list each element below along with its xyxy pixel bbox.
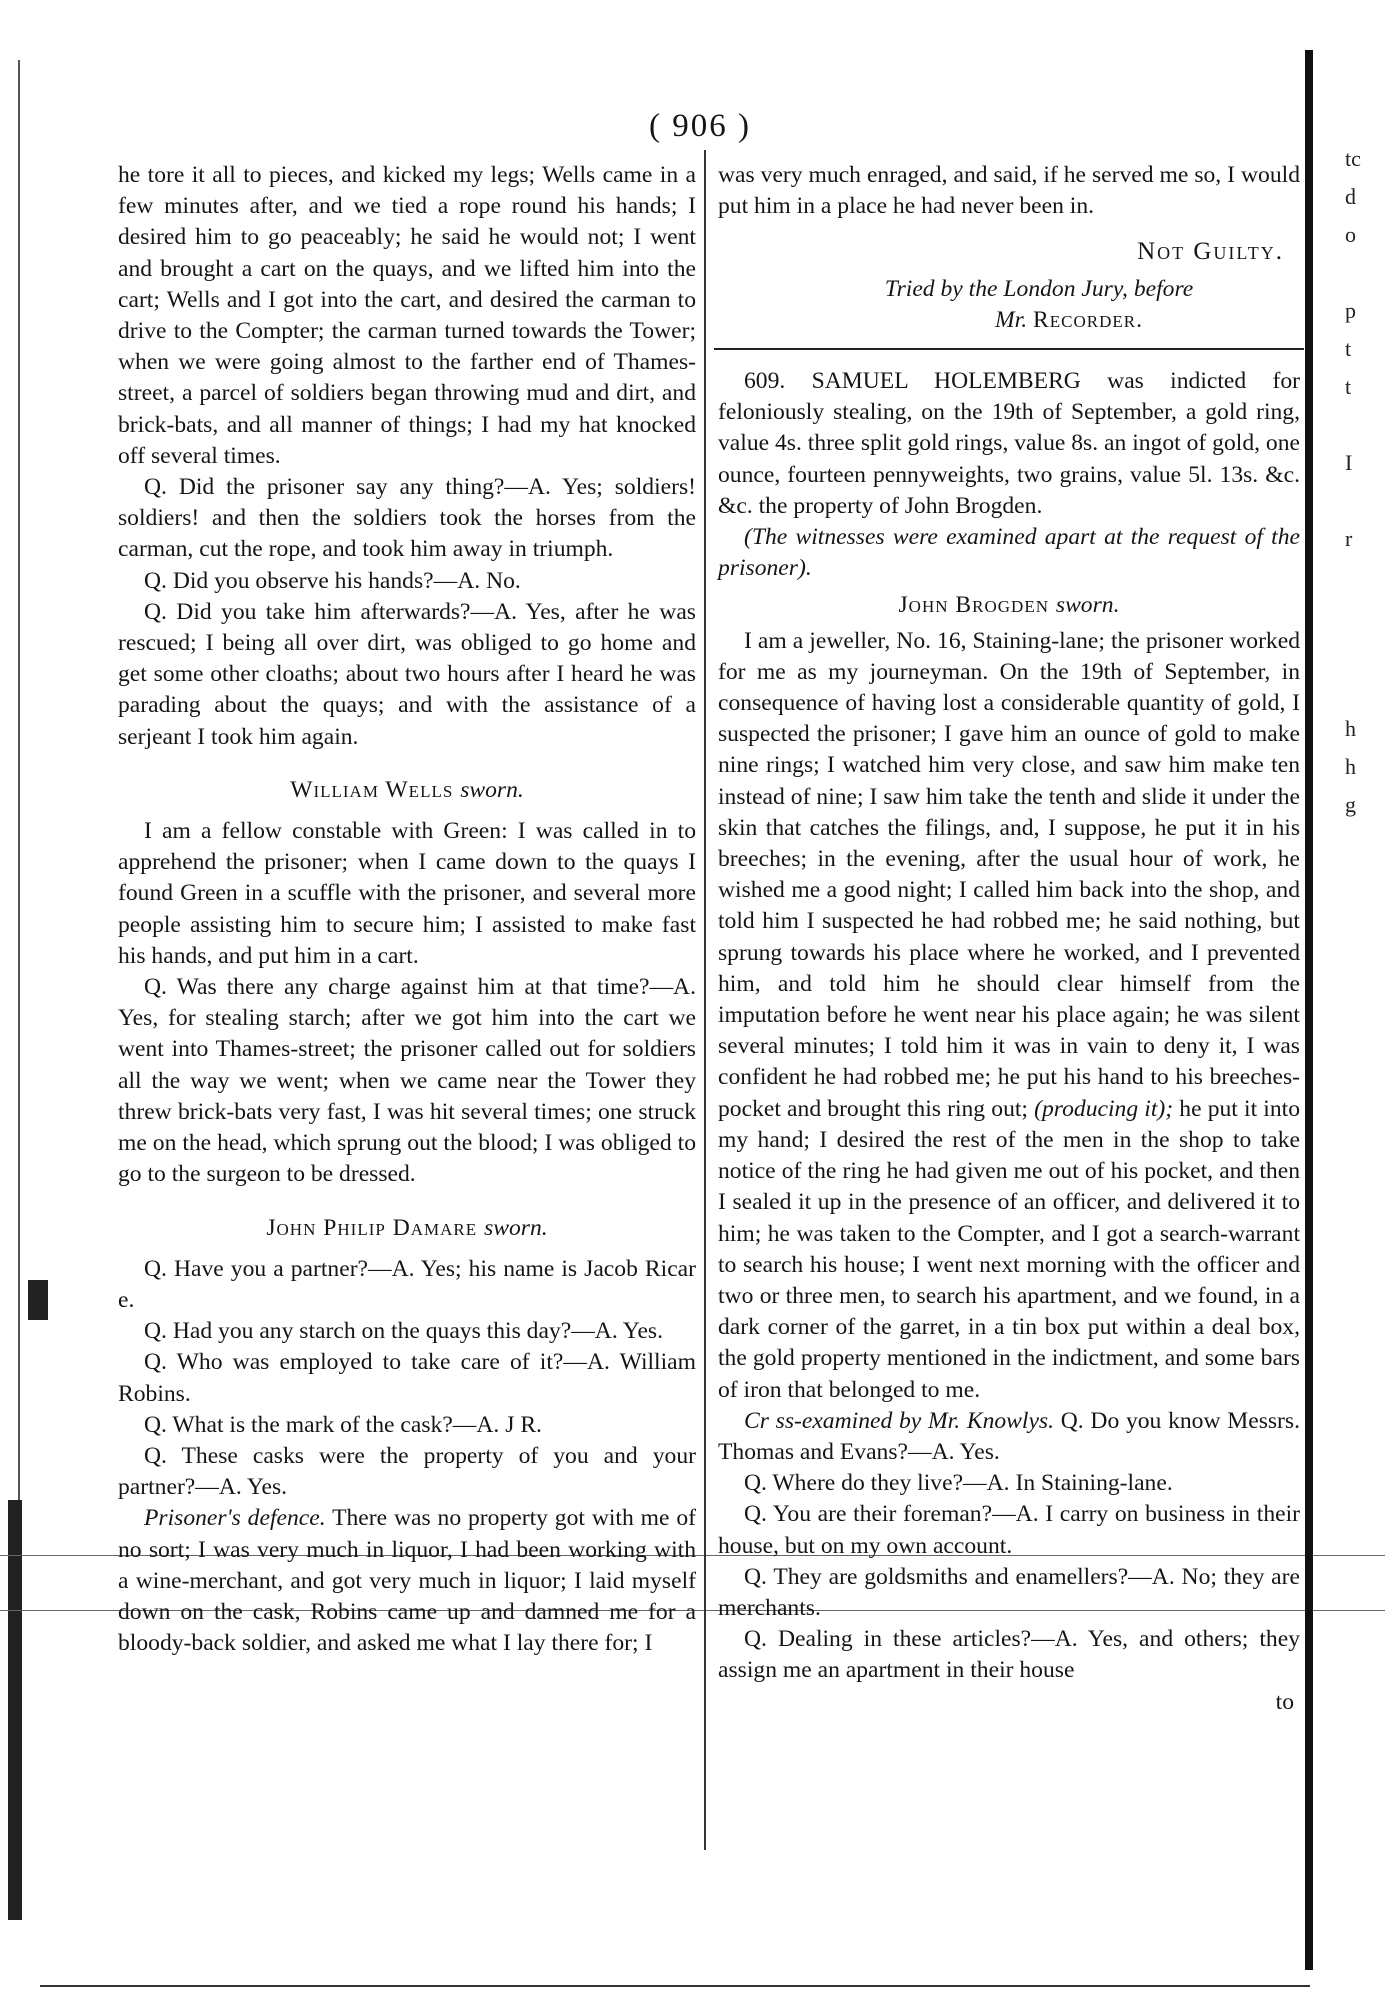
- witness-note: (The witnesses were examined apart at the request of the prisoner).: [718, 524, 1300, 582]
- fragment: h: [1345, 716, 1356, 741]
- testimony-part: he put it into my hand; I desired the rest of the men in the shop to take notice of the ring he had given me out of his pocket, and then I sealed it up in the presence of an officer, and delivered it to him; he was taken to the Compter, and I got a search-warrant to search his house; I went next morning with the officer and two or three men, to search his apartment, and we found, in a dark corner of the garret, in a tin box put within a deal box, the gold property mentioned in the indictment, and some bars of iron that belonged to me.: [718, 1095, 1300, 1403]
- case-heading: 609. SAMUEL HOLEMBERG was indicted for feloniously stealing, on the 19th of September, a gold ring, value 4s. three split gold rings, value 8s. an ingot of gold, one ounce, fourteen pennyweights, two grains, value 5l. 13s. &c. &c. the property of John Brogden.: [718, 368, 1300, 519]
- adjacent-page-fragments: [1345, 140, 1361, 824]
- sworn-label: sworn.: [484, 1214, 548, 1241]
- fragment: I: [1345, 450, 1353, 475]
- verdict: Not Guilty.: [1137, 238, 1284, 266]
- witness-heading: [118, 775, 696, 806]
- sworn-label: sworn.: [1055, 592, 1120, 619]
- bottom-edge: [40, 1985, 1310, 1987]
- testimony-part: I am a jeweller, No. 16, Staining-lane; the prisoner worked for me as my journeyman. On the 19th of September, in consequence of having lost a considerable quantity of gold, I suspected the prisoner; I gave him an ounce of gold to make nine rings; I watched him very close, and saw him make ten instead of nine; I saw him take the tenth and slide it under the skin that catches the filings, and, I suppose, he put it in his breeches; in the evening, after the usual hour of work, he wished me a good night; I called him back into the shop, and told him I suspected he had robbed me; he said nothing, but sprung towards his place where he worked, and I prevented him, and told him he should clear himself from the imputation before he went near his place again; he was silent several minutes; I told him it was in vain to deny it, I was confident he had robbed me; he put his hand to his breeches-pocket and brought this ring out;: [718, 627, 1300, 1122]
- witness-heading: [718, 590, 1300, 621]
- fragment: d: [1345, 184, 1356, 209]
- witness-name: John Philip Damare: [266, 1214, 478, 1241]
- fragment: t: [1345, 374, 1352, 399]
- question-answer: Q. Did you observe his hands?—A. No.: [144, 567, 521, 594]
- fragment: h: [1345, 754, 1356, 779]
- section-rule: [714, 348, 1304, 350]
- page-number: ( 906 ): [649, 108, 751, 144]
- defence-label: Prisoner's defence.: [144, 1505, 326, 1532]
- question-answer: Q. Did you take him afterwards?—A. Yes, after he was rescued; I being all over dirt, was obliged to go home and get some other cloaths; about two hours after I heard he was parading about the quays; and with the assistance of a serjeant I took him again.: [118, 598, 696, 750]
- fragment: r: [1345, 526, 1353, 551]
- sworn-label: sworn.: [460, 776, 524, 803]
- witness-name: William Wells: [290, 776, 454, 803]
- paragraph: he tore it all to pieces, and kicked my legs; Wells came in a few minutes after, and we tied a rope round his hands; I desired him to go peaceably; he said he would not; I went and brought a cart on the quays, and we lifted him into the cart; Wells and I got into the cart, and desired the carman to drive to the Compter; the carman turned towards the Tower; when we were going almost to the farther end of Thames-street, a parcel of soldiers began throwing mud and dirt, and brick-bats, and all manner of things; I had my hat knocked off several times.: [118, 162, 696, 469]
- cross-text: Q. Do you know Messrs. Thomas and Evans?—A. Yes.: [718, 1407, 1300, 1465]
- question-answer: Q. You are their foreman?—A. I carry on business in their house, but on my own account.: [718, 1501, 1300, 1559]
- question-answer: Q. What is the mark of the cask?—A. J R.: [144, 1411, 542, 1438]
- witness-heading: [118, 1213, 696, 1244]
- right-column: [718, 160, 1300, 1718]
- question-answer: Q. Where do they live?—A. In Staining-lane.: [744, 1470, 1173, 1497]
- fragment: g: [1345, 792, 1356, 817]
- question-answer: Q. Dealing in these articles?—A. Yes, and others; they assign me an apartment in their house: [718, 1626, 1300, 1684]
- paragraph: was very much enraged, and said, if he served me so, I would put him in a place he had never been in.: [718, 162, 1300, 220]
- testimony: [718, 626, 1300, 1406]
- tried-by-line: Tried by the London Jury, before: [884, 275, 1194, 302]
- question-answer: Q. These casks were the property of you and your partner?—A. Yes.: [118, 1442, 696, 1501]
- question-answer: Q. They are goldsmiths and enamellers?—A. No; they are merchants.: [718, 1563, 1300, 1621]
- left-column: [118, 160, 696, 1659]
- question-answer: Q. Did the prisoner say any thing?—A. Yes; soldiers! soldiers! and then the soldiers took the horses from the carman, cut the rope, and took him away in triumph.: [118, 474, 696, 563]
- tried-before-line: [838, 305, 1300, 336]
- defence-text: There was no property got with me of no sort; I was very much in liquor, I had been working with a wine-merchant, and got very much in liquor; I laid myself down on the cask, Robins came up and damned me for a bloody-back soldier, and asked me what I lay there for; I: [118, 1505, 697, 1657]
- recorder-label: Recorder.: [1033, 306, 1143, 333]
- fragment: o: [1345, 222, 1356, 247]
- mr-label: Mr.: [994, 306, 1028, 333]
- page-gutter: [1305, 50, 1313, 1970]
- witness-name: John Brogden: [898, 592, 1049, 619]
- cross-label: Cr ss-examined by Mr. Knowlys.: [744, 1407, 1055, 1434]
- testimony: I am a fellow constable with Green: I was called in to apprehend the prisoner; when I came down to the quays I found Green in a scuffle with the prisoner, and several more people assisting him to secure him; I assisted to make fast his hands, and put him in a cart.: [118, 818, 696, 969]
- question-answer: Q. Have you a partner?—A. Yes; his name is Jacob Ricar e.: [118, 1255, 696, 1313]
- prisoner-defence: [118, 1503, 696, 1659]
- left-page-edge: [0, 0, 60, 2000]
- cross-examination: [718, 1406, 1300, 1468]
- fragment: tc: [1345, 146, 1361, 171]
- question-answer: Q. Was there any charge against him at that time?—A. Yes, for stealing starch; after we got him into the cart we went into Thames-street; the prisoner called out for soldiers all the way we went; when we came near the Tower they threw brick-bats very fast, I was hit several times; one struck me on the head, which sprung out the blood; I was obliged to go to the surgeon to be dressed.: [118, 974, 696, 1188]
- question-answer: Q. Who was employed to take care of it?—A. William Robins.: [118, 1349, 696, 1407]
- question-answer: Q. Had you any starch on the quays this day?—A. Yes.: [144, 1318, 663, 1345]
- fragment: p: [1345, 298, 1356, 323]
- fragment: t: [1345, 336, 1352, 361]
- column-divider: [704, 150, 706, 1850]
- producing-note: (producing it);: [1034, 1095, 1174, 1122]
- catchword: to: [1275, 1688, 1294, 1715]
